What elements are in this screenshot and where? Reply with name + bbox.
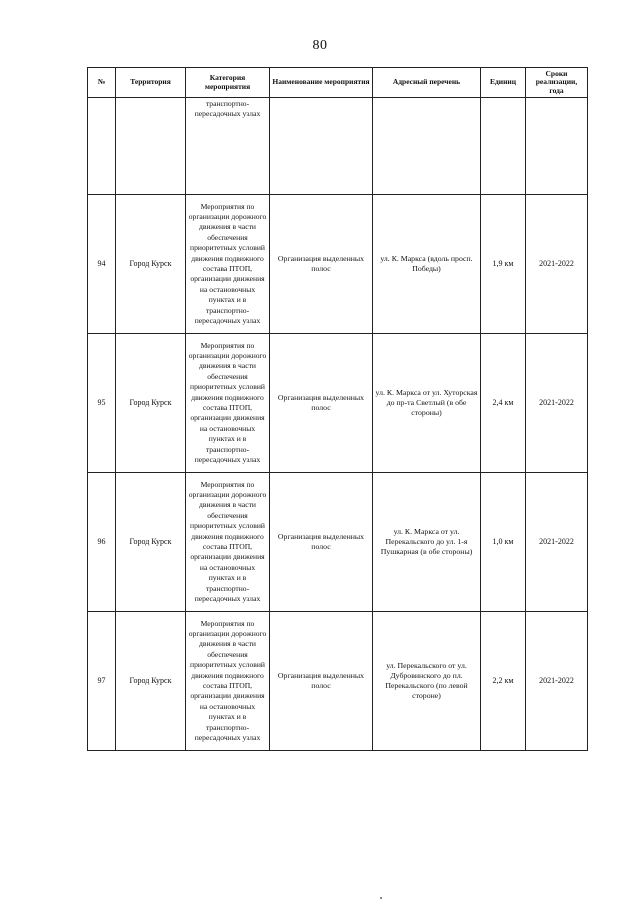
- cell-num: 94: [88, 195, 116, 334]
- table-row: [88, 334, 588, 473]
- cell-term: [526, 98, 588, 195]
- cell-address: ул. К. Маркса от ул. Хуторская до пр-та Светлый (в обе стороны): [373, 334, 481, 473]
- cell-name: Организация выделенных полос: [270, 473, 373, 612]
- table-row-continuation: [88, 98, 588, 195]
- cell-territory: Город Курск: [116, 195, 186, 334]
- cell-name: Организация выделенных полос: [270, 195, 373, 334]
- header-num: №: [88, 68, 116, 98]
- cell-category: Мероприятия по организации дорожного движения в части обеспечения приоритетных условий движения подвижного состава ПТОП, организации движения на остановочных пунктах и в транспортно-пересадочных узлах: [186, 195, 270, 334]
- cell-unit: 1,0 км: [481, 473, 526, 612]
- cell-unit: 2,2 км: [481, 612, 526, 751]
- cell-term: 2021-2022: [526, 473, 588, 612]
- scan-speck: [380, 897, 382, 899]
- cell-address: [373, 98, 481, 195]
- cell-num: 97: [88, 612, 116, 751]
- header-territory: Территория: [116, 68, 186, 98]
- page-number: 80: [312, 38, 328, 53]
- cell-name: Организация выделенных полос: [270, 334, 373, 473]
- events-table: [87, 67, 588, 751]
- cell-address: ул. Перекальского от ул. Дубровинского до пл. Перекальского (по левой стороне): [373, 612, 481, 751]
- header-category: Категория мероприятия: [186, 68, 270, 98]
- cell-address: ул. К. Маркса от ул. Перекальского до ул. 1-я Пушкарная (в обе стороны): [373, 473, 481, 612]
- header-term: Сроки реализации, года: [526, 68, 588, 98]
- table-row: [88, 612, 588, 751]
- cell-term: 2021-2022: [526, 195, 588, 334]
- cell-territory: [116, 98, 186, 195]
- cell-territory: Город Курск: [116, 334, 186, 473]
- cell-term: 2021-2022: [526, 612, 588, 751]
- cell-unit: 1,9 км: [481, 195, 526, 334]
- cell-unit: [481, 98, 526, 195]
- cell-category: транспортно-пересадочных узлах: [186, 98, 270, 195]
- cell-category: Мероприятия по организации дорожного движения в части обеспечения приоритетных условий движения подвижного состава ПТОП, организации движения на остановочных пунктах и в транспортно-пересадочных узлах: [186, 473, 270, 612]
- header-unit: Единиц: [481, 68, 526, 98]
- cell-category: Мероприятия по организации дорожного движения в части обеспечения приоритетных условий движения подвижного состава ПТОП, организации движения на остановочных пунктах и в транспортно-пересадочных узлах: [186, 334, 270, 473]
- cell-category: Мероприятия по организации дорожного движения в части обеспечения приоритетных условий движения подвижного состава ПТОП, организации движения на остановочных пунктах и в транспортно-пересадочных узлах: [186, 612, 270, 751]
- header-name: Наименование мероприятия: [270, 68, 373, 98]
- table-row: [88, 195, 588, 334]
- cell-name: Организация выделенных полос: [270, 612, 373, 751]
- cell-term: 2021-2022: [526, 334, 588, 473]
- table-row: [88, 473, 588, 612]
- cell-num: [88, 98, 116, 195]
- table-header: [88, 68, 588, 98]
- cell-name: [270, 98, 373, 195]
- cell-num: 95: [88, 334, 116, 473]
- cell-address: ул. К. Маркса (вдоль просп. Победы): [373, 195, 481, 334]
- cell-unit: 2,4 км: [481, 334, 526, 473]
- cell-territory: Город Курск: [116, 473, 186, 612]
- cell-num: 96: [88, 473, 116, 612]
- cell-territory: Город Курск: [116, 612, 186, 751]
- header-address: Адресный перечень: [373, 68, 481, 98]
